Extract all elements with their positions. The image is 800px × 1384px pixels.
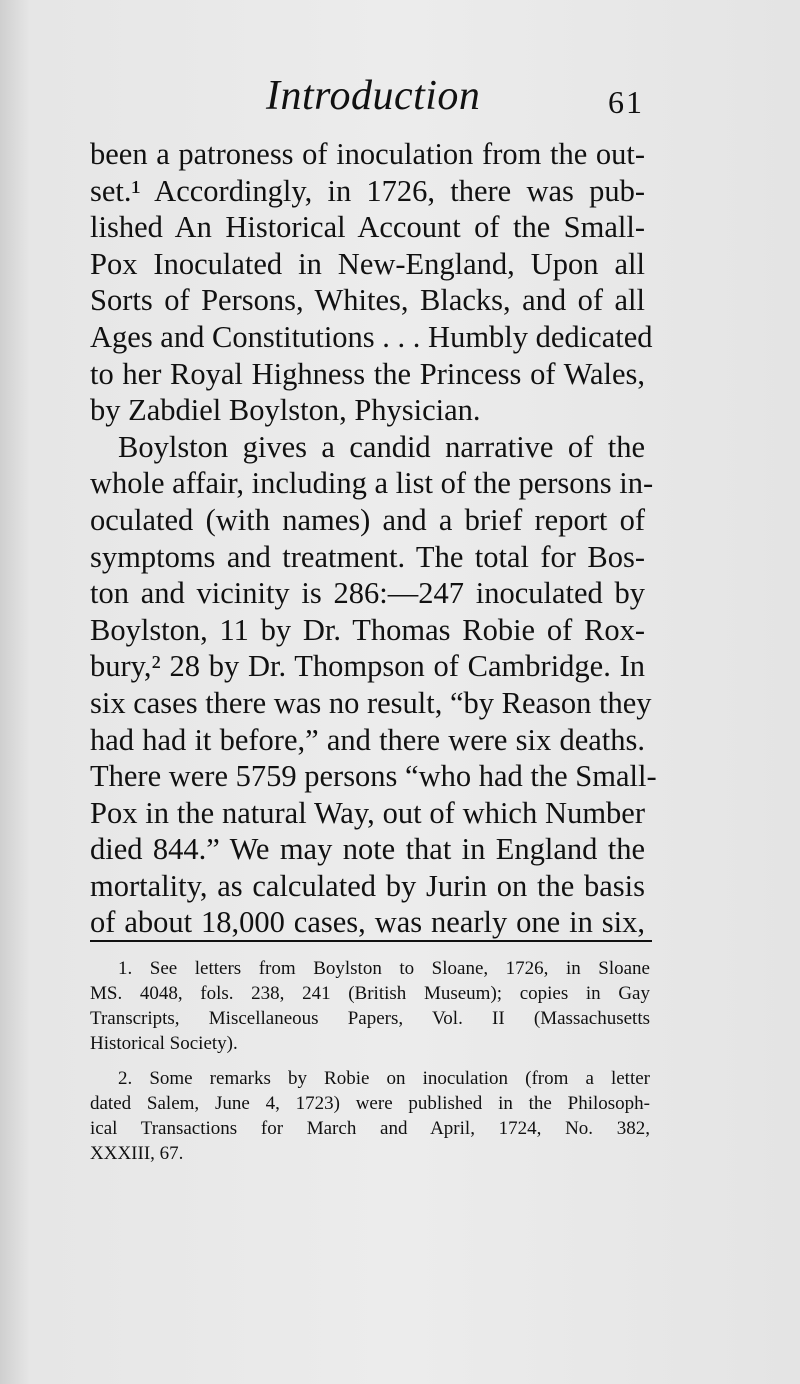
- text-line: Sorts of Persons, Whites, Blacks, and of all: [90, 283, 645, 318]
- text-line: to her Royal Highness the Princess of Wales,: [90, 356, 645, 391]
- text-line: Boylston, 11 by Dr. Thomas Robie of Rox-: [90, 612, 645, 647]
- footnotes: [90, 956, 650, 1166]
- footnote-line: XXXIII, 67.: [90, 1143, 184, 1164]
- text-line: of about 18,000 cases, was nearly one in six,: [90, 905, 645, 940]
- footnote-line: Historical Society).: [90, 1033, 238, 1054]
- page-number: 61: [608, 84, 644, 120]
- body-text: [90, 136, 657, 941]
- text-line: had had it before,” and there were six deaths.: [90, 722, 645, 757]
- text-line: died 844.” We may note that in England the: [90, 832, 645, 867]
- footnote-line: Transcripts, Miscellaneous Papers, Vol. II (Massachusetts: [90, 1008, 650, 1029]
- footnote-divider: [90, 940, 652, 942]
- text-line: whole affair, including a list of the persons in-: [90, 466, 654, 501]
- footnote-line: dated Salem, June 4, 1723) were published in the Philosoph-: [90, 1093, 650, 1114]
- text-line: been a patroness of inoculation from the out-: [90, 137, 645, 171]
- text-line: mortality, as calculated by Jurin on the basis: [90, 868, 645, 903]
- text-line: There were 5759 persons “who had the Small-: [90, 759, 657, 794]
- text-line: oculated (with names) and a brief report of: [90, 502, 645, 537]
- footnote-2: [90, 1066, 650, 1166]
- footnote-line: 2. Some remarks by Robie on inoculation (from a letter: [118, 1068, 650, 1089]
- footnote-spacer: [90, 1056, 650, 1066]
- running-title: Introduction: [266, 73, 481, 119]
- page-header: [90, 72, 650, 132]
- text-line: symptoms and treatment. The total for Bos-: [90, 539, 645, 574]
- footnote-line: MS. 4048, fols. 238, 241 (British Museum); copies in Gay: [90, 983, 650, 1004]
- text-line: by Zabdiel Boylston, Physician.: [90, 393, 481, 428]
- text-line: Pox Inoculated in New-England, Upon all: [90, 246, 645, 281]
- text-line: lished An Historical Account of the Small-: [90, 210, 645, 245]
- paragraph-start-line: Boylston gives a candid narrative of the: [118, 429, 645, 464]
- footnote-1: [90, 956, 650, 1056]
- text-line: bury,² 28 by Dr. Thompson of Cambridge. In: [90, 649, 645, 684]
- footnote-line: 1. See letters from Boylston to Sloane, 1726, in Sloane: [118, 958, 650, 979]
- text-line: Pox in the natural Way, out of which Number: [90, 795, 645, 830]
- text-line: six cases there was no result, “by Reason they: [90, 685, 652, 720]
- text-line: set.¹ Accordingly, in 1726, there was pub-: [90, 173, 645, 208]
- text-line: ton and vicinity is 286:—247 inoculated by: [90, 576, 645, 611]
- text-line: Ages and Constitutions . . . Humbly dedicated: [90, 319, 653, 354]
- footnote-line: ical Transactions for March and April, 1724, No. 382,: [90, 1118, 650, 1139]
